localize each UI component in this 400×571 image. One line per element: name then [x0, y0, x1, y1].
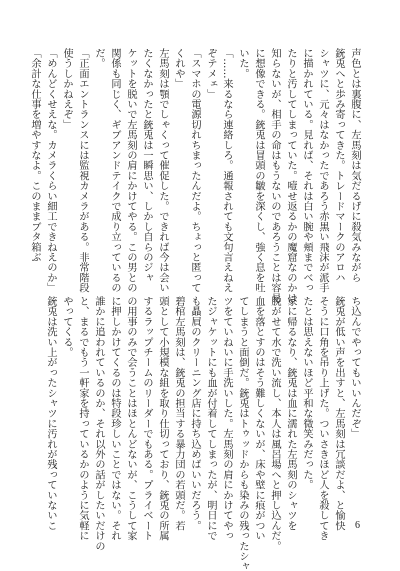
text-line: 使うしかねえぞ」	[61, 48, 72, 130]
text-line: ツをていねいに手洗いした。左馬刻の肩にかけてやっ	[221, 296, 232, 541]
text-line: ち込んでやってもいいんだぞ」	[349, 296, 360, 439]
text-line: ケットを脱いで左馬刻の肩にかけてやる。この男との	[125, 48, 136, 293]
text-line: ぞテメェ」	[205, 48, 216, 99]
text-line: だ。	[93, 48, 104, 69]
text-line: 血を落とすのはそう難しくないが、床や壁に痕がつい	[253, 296, 264, 541]
text-line: いた。	[237, 48, 248, 79]
text-line: 脱がせて水で洗い流し、本人は風呂場へと押し込んだ。	[269, 296, 280, 551]
text-line: 「……来るなら連絡しろ。通報されても文句言えねえ	[221, 48, 232, 293]
text-line: たくなかったと銃兎は一瞬思い、しかし自らのジャ	[141, 48, 152, 283]
text-line: に押しかけてくるのは特段珍しいことではない。それ	[109, 296, 120, 541]
text-line: 碧棺左馬刻は、銃兎の担当する暴力団の若頭だ。若	[173, 296, 184, 531]
text-line: 声色とは裏腹に、左馬刻は気だるげに殺気みながら	[349, 48, 360, 283]
text-line: たジャケットにも血が付着してしまったが、明日にで	[205, 296, 216, 541]
text-line: シャツに、元々はなかったであろう赤黒い飛沫が派手	[317, 48, 328, 293]
text-line: 関係も同じく、ギブアンドテイクで成り立っているの	[109, 48, 120, 293]
text-line: 「余計な仕事を増やすなよ。このままブタ箱ぶ	[29, 48, 40, 263]
text-line: 知らないが、相手の命はもうないのであろうことは容易	[269, 48, 280, 303]
text-line: 「めんどくせえな。カメラくらい細工できねえのか」	[45, 48, 56, 293]
text-line: たりと汚してしまっていた。噎せ返るかの魔窟なのかは	[285, 48, 296, 303]
text-line: の用事のみで会うことはほとんどないが、こうして家	[125, 296, 136, 541]
text-line: するラップチームのリーダーでもある。プライベート	[141, 296, 152, 541]
text-line: くれや」	[173, 48, 184, 89]
text-line: に描かれている。見れば、それは白い腕や頬までべっ	[301, 48, 312, 293]
text-line: 「スマホの電源切れちまったんだよ。ちょっと匿って	[189, 48, 200, 293]
text-line: 左馬刻は顎でしゃくって催促した。できれば今は会い	[157, 48, 168, 293]
text-line: てしまうと面倒だ。銃兎はトゥッドからも染みの残ったシャ	[237, 296, 248, 571]
text-line: そうに口角を吊り上げた。ついさきほど人を殺してき	[317, 296, 328, 541]
text-line: たとは思えないほど平和な微笑みだった。	[301, 296, 312, 490]
text-line: 頭として小規模な組を取り仕切っており、銃兎の所属	[157, 296, 168, 541]
text-line: 家に帰るなり、銃兎は血に濡れた左馬刻のシャツを	[285, 296, 296, 531]
upper-text-block	[29, 48, 362, 303]
text-line: 銃兎が低い声を出すと、左馬刻は冗談だよ、と愉快	[333, 296, 344, 531]
page-number: 6	[355, 520, 360, 531]
text-line: やってくる。	[61, 296, 72, 358]
text-line: 誰かに追われているのか、それ以外の話がしたいだけの	[93, 296, 104, 551]
text-line: 銃兎へと歩み寄ってきた。トレードマークのアロハ	[333, 48, 344, 283]
text-line: 「正面エントランスには監視カメラがある。非常階段	[77, 48, 88, 293]
text-line: に想像できる。銃兎は冒頭の皺を深くし、強く息を吐	[253, 48, 264, 293]
text-line: も贔屓のクリーニング店に持ち込めばいいだろう。	[189, 296, 200, 531]
text-line: と、まるでもう一軒家を持っているかのように気軽に	[77, 296, 88, 541]
text-line: 銃兎は洗い上がったシャツに汚れが残っていないこ	[45, 296, 56, 531]
lower-text-block	[32, 296, 362, 571]
